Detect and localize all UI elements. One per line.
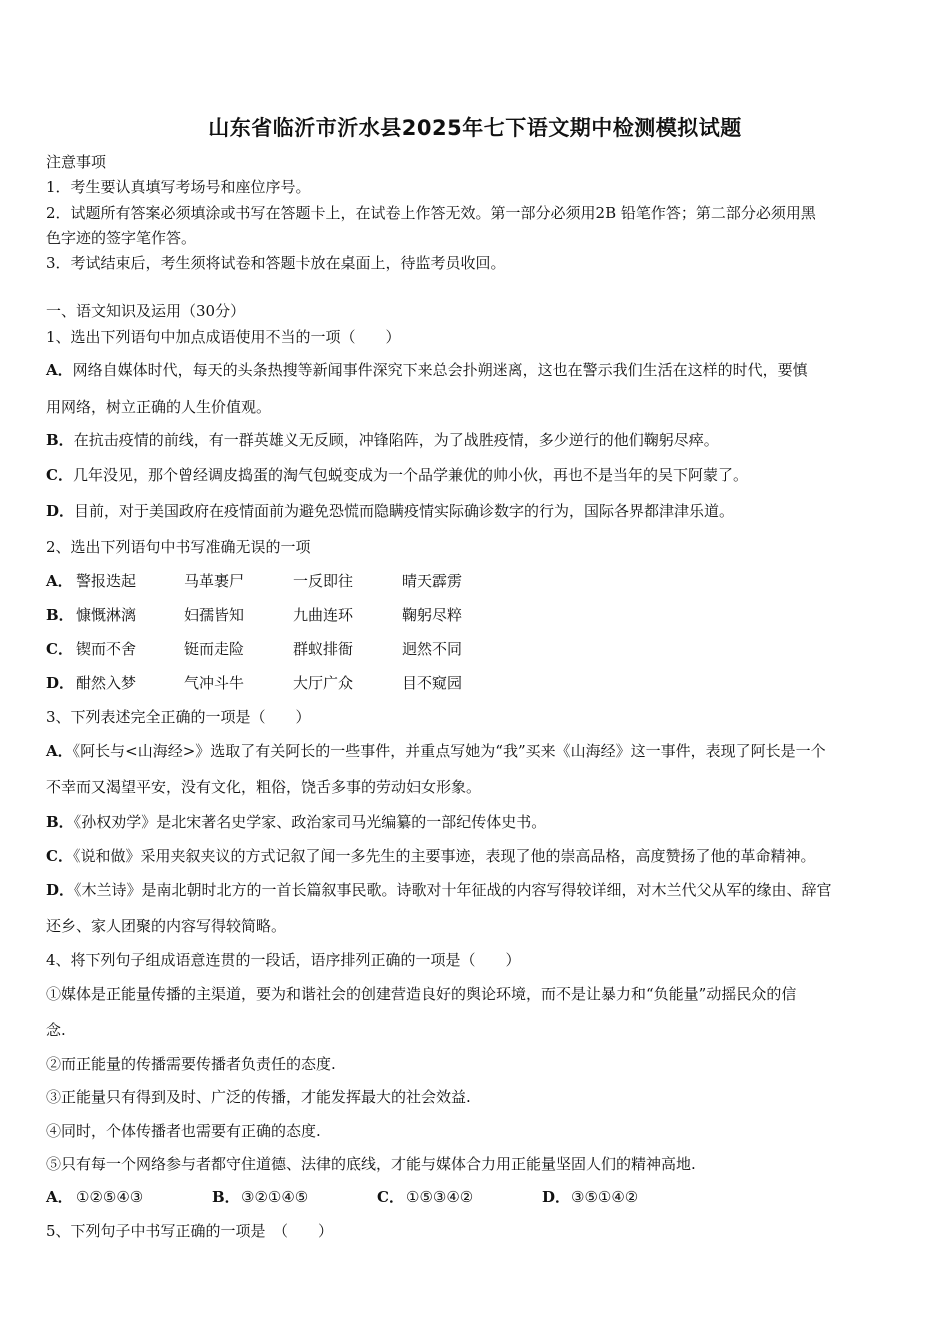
question-stem: 2、选出下列语句中书写准确无误的一项: [46, 538, 311, 556]
option-label: D．: [46, 674, 75, 692]
sentence: ④同时，个体传播者也需要有正确的态度.: [46, 1122, 321, 1140]
notice-heading: 注意事项: [46, 153, 107, 171]
idiom: 鞠躬尽粹: [402, 606, 463, 624]
idiom: 气冲斗牛: [184, 674, 245, 692]
idiom: 大厅广众: [293, 674, 354, 692]
sentence: ③正能量只有得到及时、广泛的传播，才能发挥最大的社会效益.: [46, 1088, 471, 1106]
option-label: B．: [46, 813, 74, 831]
option-label: D．: [46, 881, 75, 899]
option-text: ①⑤③④②: [406, 1188, 474, 1206]
option-text: 《说和做》采用夹叙夹议的方式记叙了闻一多先生的主要事迹，表现了他的崇高品格，高度赞扬了他的革命精神。: [72, 847, 816, 865]
option-continuation: 用网络，树立正确的人生价值观。: [46, 398, 272, 416]
option-text: 在抗击疫情的前线，有一群英雄义无反顾，冲锋陷阵，为了战胜疫情，多少逆行的他们鞠躬尽瘁。: [73, 431, 719, 449]
idiom: 目不窥园: [402, 674, 463, 692]
notice-item: 1．考生要认真填写考场号和座位序号。: [46, 178, 311, 196]
option-row: [46, 430, 906, 450]
option-label: B．: [46, 606, 74, 624]
idiom: 群蚁排衙: [293, 640, 354, 658]
question-stem: 1、选出下列语句中加点成语使用不当的一项（ ）: [46, 328, 401, 346]
option-label: A．: [46, 742, 73, 760]
option-label: B．: [212, 1188, 240, 1206]
option-text: 《孙权劝学》是北宋著名史学家、政治家司马光编纂的一部纪传体史书。: [73, 813, 547, 831]
option-continuation: 不幸而又渴望平安，没有文化，粗俗，饶舌多事的劳动妇女形象。: [46, 778, 482, 796]
option-label: C．: [46, 640, 73, 658]
idiom: 警报迭起: [76, 572, 137, 590]
option-row: [46, 465, 906, 485]
option-text: ①②⑤④③: [76, 1188, 144, 1206]
idiom: 晴天霹雳: [402, 572, 463, 590]
option-label: C．: [46, 466, 73, 484]
notice-item: 3．考试结束后，考生须将试卷和答题卡放在桌面上，待监考员收回。: [46, 254, 506, 272]
idiom: 迥然不同: [402, 640, 463, 658]
idiom: 铤而走险: [184, 640, 245, 658]
sentence: ①媒体是正能量传播的主渠道，要为和谐社会的创建营造良好的舆论环境，而不是让暴力和“负能量”动摇民众的信: [46, 985, 797, 1003]
option-row: [46, 741, 906, 761]
question-stem: 4、将下列句子组成语意连贯的一段话，语序排列正确的一项是（ ）: [46, 951, 521, 969]
option-row: [46, 846, 906, 866]
page-title: 山东省临沂市沂水县2025年七下语文期中检测模拟试题: [208, 116, 742, 140]
option-label: C．: [377, 1188, 404, 1206]
idiom: 马革裹尸: [184, 572, 245, 590]
option-text: 《木兰诗》是南北朝时北方的一首长篇叙事民歌。诗歌对十年征战的内容写得较详细，对木兰代父从军的缘由、辞官: [74, 881, 832, 899]
notice-item: 色字迹的签字笔作答。: [46, 229, 197, 247]
section-heading: 一、语文知识及运用（30分）: [46, 302, 246, 320]
option-label: A．: [46, 361, 73, 379]
idiom: 锲而不舍: [76, 640, 137, 658]
notice-item: 2．试题所有答案必须填涂或书写在答题卡上，在试卷上作答无效。第一部分必须用2B 铅笔作答；第二部分必须用黑: [46, 204, 816, 222]
option-label: D．: [542, 1188, 571, 1206]
idiom: 酣然入梦: [76, 674, 137, 692]
idiom: 九曲连环: [293, 606, 354, 624]
idiom: 慷慨淋漓: [76, 606, 137, 624]
option-continuation: 还乡、家人团聚的内容写得较简略。: [46, 917, 287, 935]
question-stem: 5、下列句子中书写正确的一项是 （ ）: [46, 1222, 334, 1240]
option-text: 《阿长与<山海经>》选取了有关阿长的一些事件，并重点写她为“我”买来《山海经》这一事件，表现了阿长是一个: [72, 742, 826, 760]
option-row: [46, 812, 906, 832]
option-text: 目前，对于美国政府在疫情面前为避免恐慌而隐瞒疫情实际确诊数字的行为，国际各界都津津乐道。: [74, 502, 735, 520]
option-label: A．: [46, 572, 73, 590]
option-label: C．: [46, 847, 73, 865]
option-text: 网络自媒体时代，每天的头条热搜等新闻事件深究下来总会扑朔迷离，这也在警示我们生活在这样的时代，要慎: [72, 361, 808, 379]
option-row: [46, 360, 906, 380]
question-stem: 3、下列表述完全正确的一项是（ ）: [46, 708, 311, 726]
sentence: ⑤只有每一个网络参与者都守住道德、法律的底线，才能与媒体合力用正能量坚固人们的精神高地.: [46, 1155, 696, 1173]
sentence: ②而正能量的传播需要传播者负责任的态度.: [46, 1055, 336, 1073]
option-label: D．: [46, 502, 75, 520]
idiom: 一反即往: [293, 572, 354, 590]
option-row: [46, 880, 906, 900]
option-row: [46, 501, 906, 521]
option-text: ③⑤①④②: [571, 1188, 639, 1206]
option-label: B．: [46, 431, 74, 449]
idiom: 妇孺皆知: [184, 606, 245, 624]
option-text: 几年没见，那个曾经调皮捣蛋的淘气包蜕变成为一个品学兼优的帅小伙，再也不是当年的吴下阿蒙了。: [72, 466, 748, 484]
option-label: A．: [46, 1188, 73, 1206]
sentence-continuation: 念.: [46, 1021, 66, 1039]
option-text: ③②①④⑤: [241, 1188, 309, 1206]
